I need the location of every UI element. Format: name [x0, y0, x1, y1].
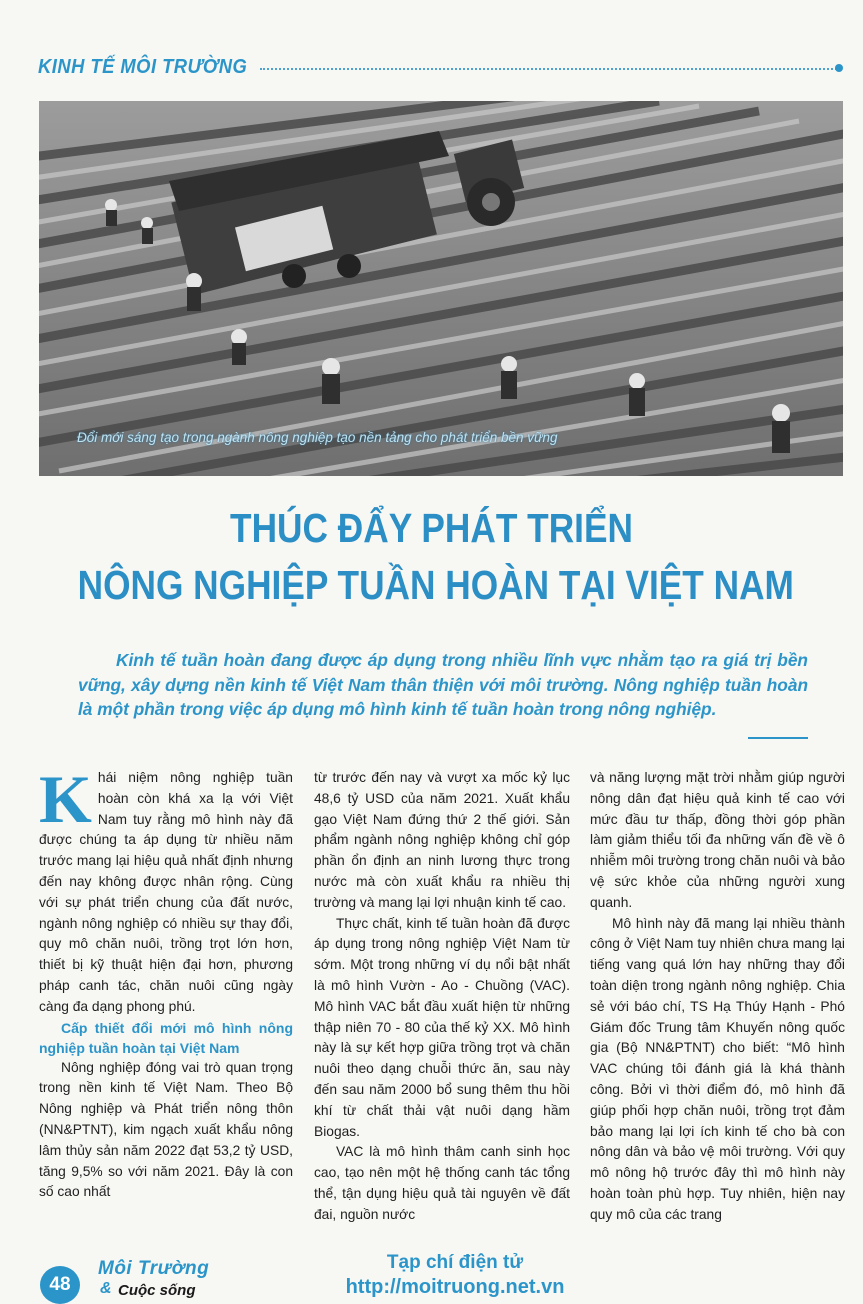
- article-title-line-2: NÔNG NGHIỆP TUẦN HOÀN TẠI VIỆT NAM: [77, 562, 794, 608]
- section-divider: [260, 68, 837, 70]
- lead-divider: [748, 737, 808, 739]
- paragraph-text: hái niệm nông nghiệp tuần hoàn còn khá xa lạ với Việt Nam tuy rằng mô hình này đã được chúng ta áp dụng từ nhiều năm trước mang lại hiệu quả nhất định nhưng đến nay không được nhân rộng. Cùng với sự phát triển chung của đất nước, ngành nông nghiệp có nhiều sự thay đổi, quy mô chăn nuôi, trồng trọt lớn hơn, thiết bị kỹ thuật hiện đại hơn, phương pháp canh tác, chăn nuôi cũng ngày càng đa dạng phong phú.: [39, 770, 293, 1014]
- article-lead: Kinh tế tuần hoàn đang được áp dụng trong nhiều lĩnh vực nhằm tạo ra giá trị bền vững, xây dựng nền kinh tế Việt Nam thân thiện với môi trường. Nông nghiệp tuần hoàn là một phần trong việc áp dụng mô hình kinh tế tuần hoàn trong nông nghiệp.: [78, 650, 808, 719]
- paragraph: và năng lượng mặt trời nhằm giúp người nông dân đạt hiệu quả kinh tế cao với mức đầu tư thấp, đồng thời góp phần làm giảm thiểu tối đa những vấn đề về ô nhiễm môi trường trong chăn nuôi và bảo vệ sức khỏe của những người xung quanh.: [590, 770, 845, 910]
- paragraph: [39, 761, 293, 1018]
- paragraph: VAC là mô hình thâm canh sinh học cao, tạo nên một hệ thống canh tác tổng thể, tận dụng hiệu quả tài nguyên về đất đai, nguồn nước: [314, 1144, 570, 1222]
- paragraph: Mô hình này đã mang lại nhiều thành công ở Việt Nam tuy nhiên chưa mang lại tiếng vang quá lớn hay những thay đổi toàn diện trong ngành nông nghiệp. Chia sẻ với báo chí, TS Hạ Thúy Hạnh - Phó Giám đốc Trung tâm Khuyến nông quốc gia (Bộ NN&PTNT) cho biết: “Mô hình VAC chúng tôi đánh giá là khá thành công. Bởi vì thời điểm đó, mô hình đã giúp phối hợp chăn nuôi, trồng trọt đảm bảo mang lại lợi ích kinh tế cho bà con nông dân và bảo vệ môi trường. Với quy mô nông hộ trước đây thì mô hình này hoàn toàn phù hợp. Tuy nhiên, hiện nay quy mô của các trang: [590, 915, 845, 1222]
- page-number: 48: [40, 1266, 80, 1304]
- brand-name: Môi Trường: [98, 1258, 210, 1279]
- paragraph: từ trước đến nay và vượt xa mốc kỷ lục 48,6 tỷ USD của năm 2021. Xuất khẩu gạo Việt Nam đứng thứ 2 thế giới. Sản phẩm ngành nông nghiệp không chỉ góp phần ổn định an ninh lương thực trong nước mà còn xuất khẩu ra nhiều thị trường và mang lại lợi nhuận kinh tế cao.: [314, 770, 570, 910]
- paragraph: Thực chất, kinh tế tuần hoàn đã được áp dụng trong nông nghiệp Việt Nam từ sớm. Một trong những ví dụ nổi bật nhất là mô hình Vườn - Ao - Chuồng (VAC). Mô hình VAC bắt đầu xuất hiện từ những thập niên 70 - 80 của thế kỷ XX. Mô hình này là sự kết hợp giữa trồng trọt và chăn nuôi theo dạng chuỗi thức ăn, sau này đến sau năm 2000 bổ sung thêm thu hồi khí từ chất thải vật nuôi dạng hầm Biogas.: [314, 915, 570, 1139]
- paragraph: Nông nghiệp đóng vai trò quan trọng trong nền kinh tế Việt Nam. Theo Bộ Nông nghiệp và Phát triển nông thôn (NN&PTNT), kim ngạch xuất khẩu nông lâm thủy sản năm 2022 đạt 53,2 tỷ USD, tăng 9,5% so với năm 2021. Đây là con số cao nhất: [39, 1059, 293, 1200]
- brand-subtitle: Cuộc sống: [118, 1282, 196, 1299]
- section-dot-icon: [835, 64, 843, 72]
- section-title: KINH TẾ MÔI TRƯỜNG: [38, 56, 248, 78]
- website-link[interactable]: http://moitruong.net.vn: [345, 1276, 565, 1298]
- article-title-line-1: THÚC ĐẨY PHÁT TRIỂN: [230, 505, 633, 551]
- section-header: [38, 56, 843, 82]
- magazine-label: Tạp chí điện tử: [386, 1252, 524, 1273]
- brand-ampersand: &: [100, 1280, 112, 1297]
- drop-cap: K: [39, 761, 92, 837]
- article-column-2: [314, 768, 570, 1226]
- hero-photo: [39, 101, 843, 476]
- farm-field-illustration: [39, 101, 843, 476]
- article-column-3: [590, 768, 845, 1226]
- photo-caption: Đổi mới sáng tạo trong ngành nông nghiệp tạo nền tảng cho phát triển bền vững: [77, 430, 558, 445]
- article-column-1: [39, 761, 293, 1203]
- section-subheading: Cấp thiết đổi mới mô hình nông nghiệp tuần hoàn tại Việt Nam: [39, 1019, 293, 1056]
